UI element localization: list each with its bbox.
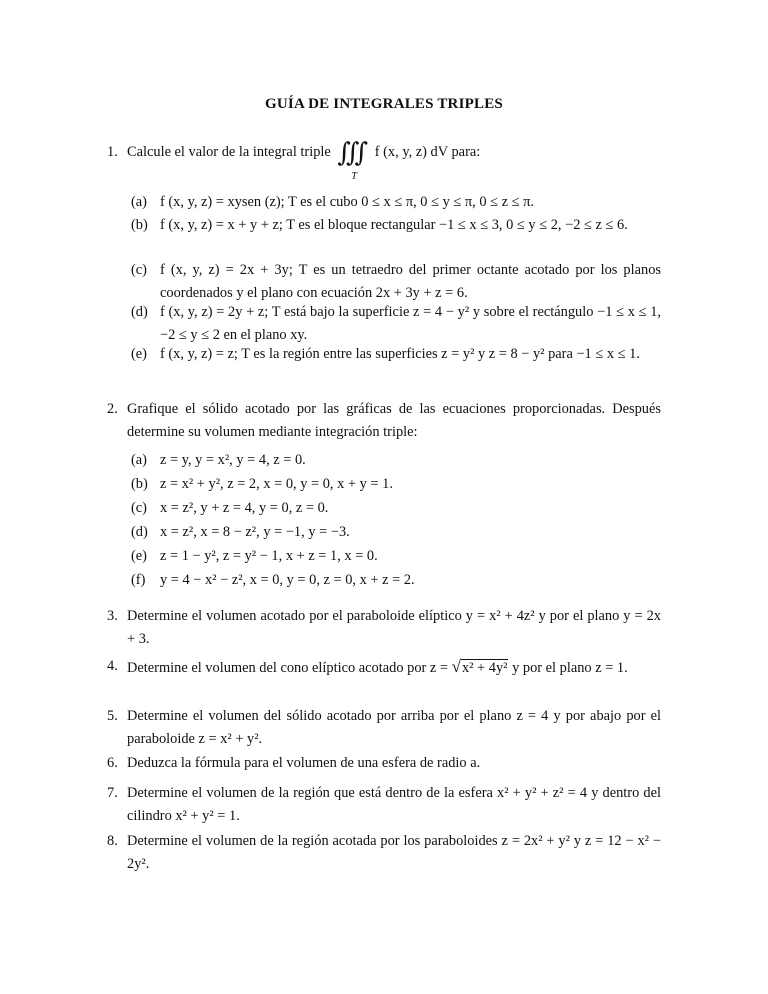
part-text: z = x² + y², z = 2, x = 0, y = 0, x + y = 1.: [160, 476, 393, 492]
problem-number: 3.: [107, 608, 118, 624]
part-text: f (x, y, z) = x + y + z; T es el bloque rectangular −1 ≤ x ≤ 3, 0 ≤ y ≤ 2, −2 ≤ z ≤ 6.: [160, 217, 628, 233]
part-label: (d): [131, 524, 148, 540]
problem-2-part: [131, 449, 661, 472]
part-text: z = y, y = x², y = 4, z = 0.: [160, 452, 306, 468]
problem-6: [107, 752, 661, 775]
problem-2-part: [131, 521, 661, 544]
problem-text: Determine el volumen de la región que está dentro de la esfera x² + y² + z² = 4 y dentro del cilindro x² + y² = 1.: [127, 785, 661, 824]
problem-1-part: [131, 191, 661, 214]
part-text: f (x, y, z) = 2y + z; T está bajo la superficie z = 4 − y² y sobre el rectángulo −1 ≤ x ≤ 1, −2 ≤ y ≤ 2 en el plano xy.: [160, 304, 661, 343]
problem-1-part: [131, 214, 661, 237]
problem-2-part: [131, 497, 661, 520]
page-title: GUÍA DE INTEGRALES TRIPLES: [265, 96, 503, 112]
part-label: (a): [131, 194, 147, 210]
problem-2-part: [131, 473, 661, 496]
part-label: (a): [131, 452, 147, 468]
part-label: (d): [131, 304, 148, 320]
problem-text: Determine el volumen del cono elíptico acotado por z = √x² + 4y² y por el plano z = 1.: [127, 657, 628, 676]
problem-7: [107, 782, 661, 828]
square-root-symbol: √: [451, 657, 461, 676]
problem-1-part: [131, 343, 661, 366]
problem-1-part: [131, 301, 661, 347]
part-text: f (x, y, z) = xysen (z); T es el cubo 0 ≤ x ≤ π, 0 ≤ y ≤ π, 0 ≤ z ≤ π.: [160, 194, 534, 210]
problem-number: 1.: [107, 144, 118, 160]
problem-number: 4.: [107, 658, 118, 674]
part-text: f (x, y, z) = z; T es la región entre las superficies z = y² y z = 8 − y² para −1 ≤ x ≤ 1.: [160, 346, 640, 362]
problem-4: [107, 655, 661, 680]
part-text: y = 4 − x² − z², x = 0, y = 0, z = 0, x + z = 2.: [160, 572, 415, 588]
problem-text: Calcule el valor de la integral triple ∭ T f (x, y, z) dV para:: [127, 141, 661, 164]
part-label: (e): [131, 346, 147, 362]
integral-limit: T: [351, 171, 357, 182]
part-label: (c): [131, 262, 147, 278]
problem-number: 2.: [107, 401, 118, 417]
problem-2: [107, 398, 661, 444]
problem-2-part: [131, 569, 661, 592]
part-label: (b): [131, 476, 148, 492]
part-text: f (x, y, z) = 2x + 3y; T es un tetraedro del primer octante acotado por los planos coordenados y el plano con ecuación 2x + 3y + z = 6.: [160, 262, 661, 301]
part-text: z = 1 − y², z = y² − 1, x + z = 1, x = 0.: [160, 548, 378, 564]
problem-number: 5.: [107, 708, 118, 724]
problem-text: Determine el volumen del sólido acotado por arriba por el plano z = 4 y por abajo por el paraboloide z = x² + y².: [127, 708, 661, 747]
radicand: x² + 4y²: [461, 660, 508, 676]
part-label: (e): [131, 548, 147, 564]
part-label: (c): [131, 500, 147, 516]
part-label: (b): [131, 217, 148, 233]
problem-5: [107, 705, 661, 751]
problem-1-part: [131, 259, 661, 305]
problem-1: [107, 138, 661, 182]
problem-2-part: [131, 545, 661, 568]
triple-integral-symbol: ∭ T: [337, 143, 362, 163]
problem-number: 7.: [107, 785, 118, 801]
problem-3: [107, 605, 661, 651]
problem-8: [107, 830, 661, 876]
problem-text: Determine el volumen de la región acotada por los paraboloides z = 2x² + y² y z = 12 − x² − 2y².: [127, 833, 661, 872]
part-label: (f): [131, 572, 146, 588]
part-text: x = z², y + z = 4, y = 0, z = 0.: [160, 500, 329, 516]
problem-number: 8.: [107, 833, 118, 849]
part-text: x = z², x = 8 − z², y = −1, y = −3.: [160, 524, 350, 540]
problem-text: Determine el volumen acotado por el paraboloide elíptico y = x² + 4z² y por el plano y = 2x + 3.: [127, 608, 661, 647]
problem-text: Deduzca la fórmula para el volumen de una esfera de radio a.: [127, 755, 481, 771]
problem-number: 6.: [107, 755, 118, 771]
problem-text: Grafique el sólido acotado por las gráficas de las ecuaciones proporcionadas. Después determine su volumen mediante integración triple:: [127, 401, 661, 440]
